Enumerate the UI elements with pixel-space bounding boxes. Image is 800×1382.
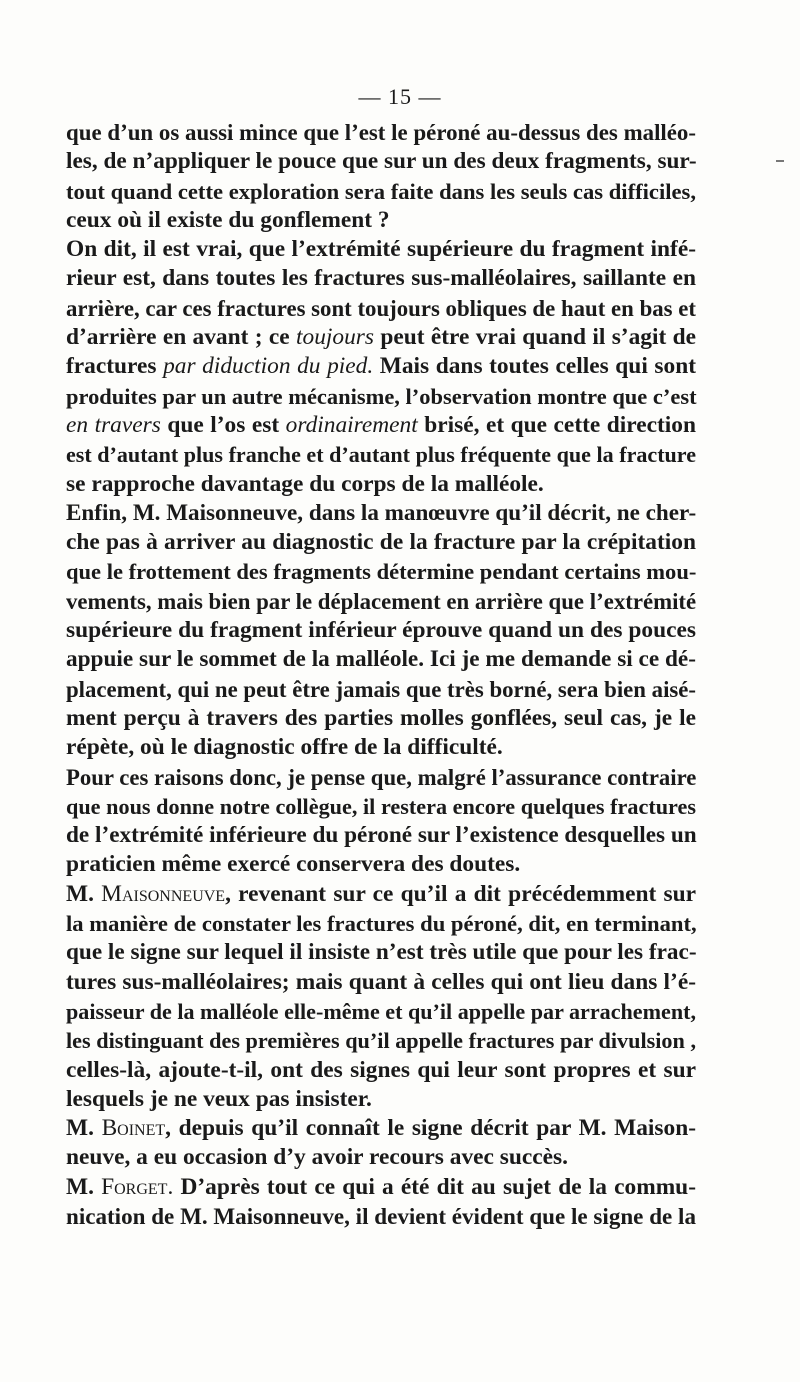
text-segment: nication de M. Maisonneuve, il devient évident que le signe de la <box>66 1202 696 1229</box>
text-segment: celles-là, ajoute-t-il, ont des signes qui leur sont propres et sur <box>66 1056 696 1083</box>
text-line <box>66 352 696 381</box>
page-number: — 15 — <box>358 84 442 109</box>
text-line <box>66 733 696 762</box>
text-line <box>66 1026 696 1055</box>
text-line <box>66 1173 696 1202</box>
text-segment: ment perçu à travers des parties molles gonflées, seul cas, je le <box>66 704 696 731</box>
text-segment: tures sus-malléolaires; mais quant à celles qui ont lieu dans l’é- <box>66 968 696 995</box>
speaker-name: Boinet <box>101 1115 166 1142</box>
text-segment: Enfin, M. Maisonneuve, dans la manœuvre qu’il décrit, ne cher- <box>66 499 697 526</box>
text-line <box>66 1143 696 1172</box>
text-segment: , depuis qu’il connaît le signe décrit par M. Maison- <box>165 1115 696 1142</box>
text-segment: les distinguant des premières qu’il appelle fractures par divulsion , <box>66 1028 696 1054</box>
text-segment: , revenant sur ce qu’il a dit précédemment sur <box>225 880 696 907</box>
text-line <box>66 1085 696 1114</box>
text-line <box>66 997 696 1026</box>
text-segment: tout quand cette exploration sera faite dans les seuls cas difficiles, <box>66 178 696 204</box>
italic-text: toujours <box>296 324 374 351</box>
text-segment: Pour ces raisons donc, je pense que, malgré l’assurance contraire <box>66 764 697 790</box>
text-segment: placement, qui ne peut être jamais que très borné, sera bien aisé- <box>66 676 697 702</box>
italic-text: ordinairement <box>285 411 418 438</box>
text-line <box>66 147 696 176</box>
text-line <box>66 382 696 411</box>
text-line <box>66 880 696 909</box>
text-segment: peut être vrai quand il s’agit de <box>373 324 696 351</box>
text-line <box>66 557 696 586</box>
margin-mark <box>776 160 784 162</box>
text-segment: de l’extrémité inférieure du péroné sur l’existence desquelles un <box>66 822 697 849</box>
text-segment: paisseur de la malléole elle-même et qu’il appelle par arrachement, <box>66 998 696 1024</box>
text-line <box>66 528 696 557</box>
text-segment: que l’os est <box>160 411 286 438</box>
text-line <box>66 323 696 352</box>
text-line <box>66 499 696 528</box>
text-segment: appuie sur le sommet de la malléole. Ici je me demande si ce dé- <box>66 646 696 673</box>
text-line <box>66 470 696 499</box>
text-line <box>66 440 696 469</box>
text-line <box>66 177 696 206</box>
text-segment: d’arrière en avant ; ce <box>66 324 296 351</box>
text-segment: arrière, car ces fractures sont toujours obliques de haut en bas et <box>66 295 696 321</box>
text-segment: produites par un autre mécanisme, l’observation montre que c’est <box>66 383 697 409</box>
text-line <box>66 645 696 674</box>
text-line <box>66 1114 696 1143</box>
text-line <box>66 792 696 821</box>
text-segment: D’après tout ce qui a été dit au sujet de la commu- <box>173 1173 696 1200</box>
text-line <box>66 616 696 645</box>
text-line <box>66 763 696 792</box>
text-line <box>66 675 696 704</box>
text-segment: supérieure du fragment inférieur éprouve quand un des pouces <box>66 617 696 644</box>
text-segment: que d’un os aussi mince que l’est le péroné au-dessus des malléo- <box>66 120 696 145</box>
text-line <box>66 264 696 293</box>
text-segment: che pas à arriver au diagnostic de la fracture par la crépitation <box>66 529 696 556</box>
italic-text: en travers <box>66 411 161 438</box>
text-segment: On dit, il est vrai, que l’extrémité supérieure du fragment infé- <box>66 236 696 263</box>
text-segment: que le signe sur lequel il insiste n’est très utile que pour les frac- <box>66 939 697 966</box>
text-segment: se rapproche davantage du corps de la malléole. <box>66 470 544 497</box>
text-segment: neuve, a eu occasion d’y avoir recours avec succès. <box>66 1144 568 1171</box>
text-line <box>66 118 696 147</box>
text-line <box>66 206 696 235</box>
text-line <box>66 1056 696 1085</box>
text-segment: M. <box>66 1173 102 1200</box>
text-segment: Mais dans toutes celles qui sont <box>373 353 696 380</box>
text-line <box>66 938 696 967</box>
speaker-name: Maisonneuve <box>101 880 226 907</box>
text-line <box>66 411 696 440</box>
text-segment: que nous donne notre collègue, il restera encore quelques fractures <box>66 793 696 819</box>
text-line <box>66 587 696 616</box>
text-line <box>66 235 696 264</box>
text-line <box>66 704 696 733</box>
text-segment: fractures <box>66 353 164 380</box>
text-segment: M. <box>66 1115 102 1142</box>
text-line <box>66 821 696 850</box>
text-line <box>66 1202 696 1231</box>
text-segment: M. <box>66 880 102 907</box>
text-line <box>66 294 696 323</box>
text-line <box>66 850 696 879</box>
text-segment: vements, mais bien par le déplacement en arrière que l’extrémité <box>66 588 697 614</box>
text-segment: brisé, et que cette direction <box>417 411 697 438</box>
text-segment: que le frottement des fragments détermine pendant certains mou- <box>66 559 697 585</box>
italic-text: par diduction du pied. <box>163 353 374 380</box>
text-segment: répète, où le diagnostic offre de la difficulté. <box>66 734 503 761</box>
text-segment: les, de n’appliquer le pouce que sur un des deux fragments, sur- <box>66 148 697 175</box>
text-segment: est d’autant plus franche et d’autant plus fréquente que la fracture <box>66 442 696 468</box>
text-segment: lesquels je ne veux pas insister. <box>66 1085 372 1112</box>
text-line <box>66 909 696 938</box>
text-segment: praticien même exercé conservera des doutes. <box>66 851 521 878</box>
text-segment: la manière de constater les fractures du péroné, dit, en terminant, <box>66 911 697 937</box>
text-segment: rieur est, dans toutes les fractures sus-malléolaires, saillante en <box>66 265 696 292</box>
speaker-name: Forget. <box>101 1173 174 1200</box>
text-segment: ceux où il existe du gonflement ? <box>66 206 390 233</box>
page-body-text <box>66 118 696 1231</box>
text-line <box>66 968 696 997</box>
